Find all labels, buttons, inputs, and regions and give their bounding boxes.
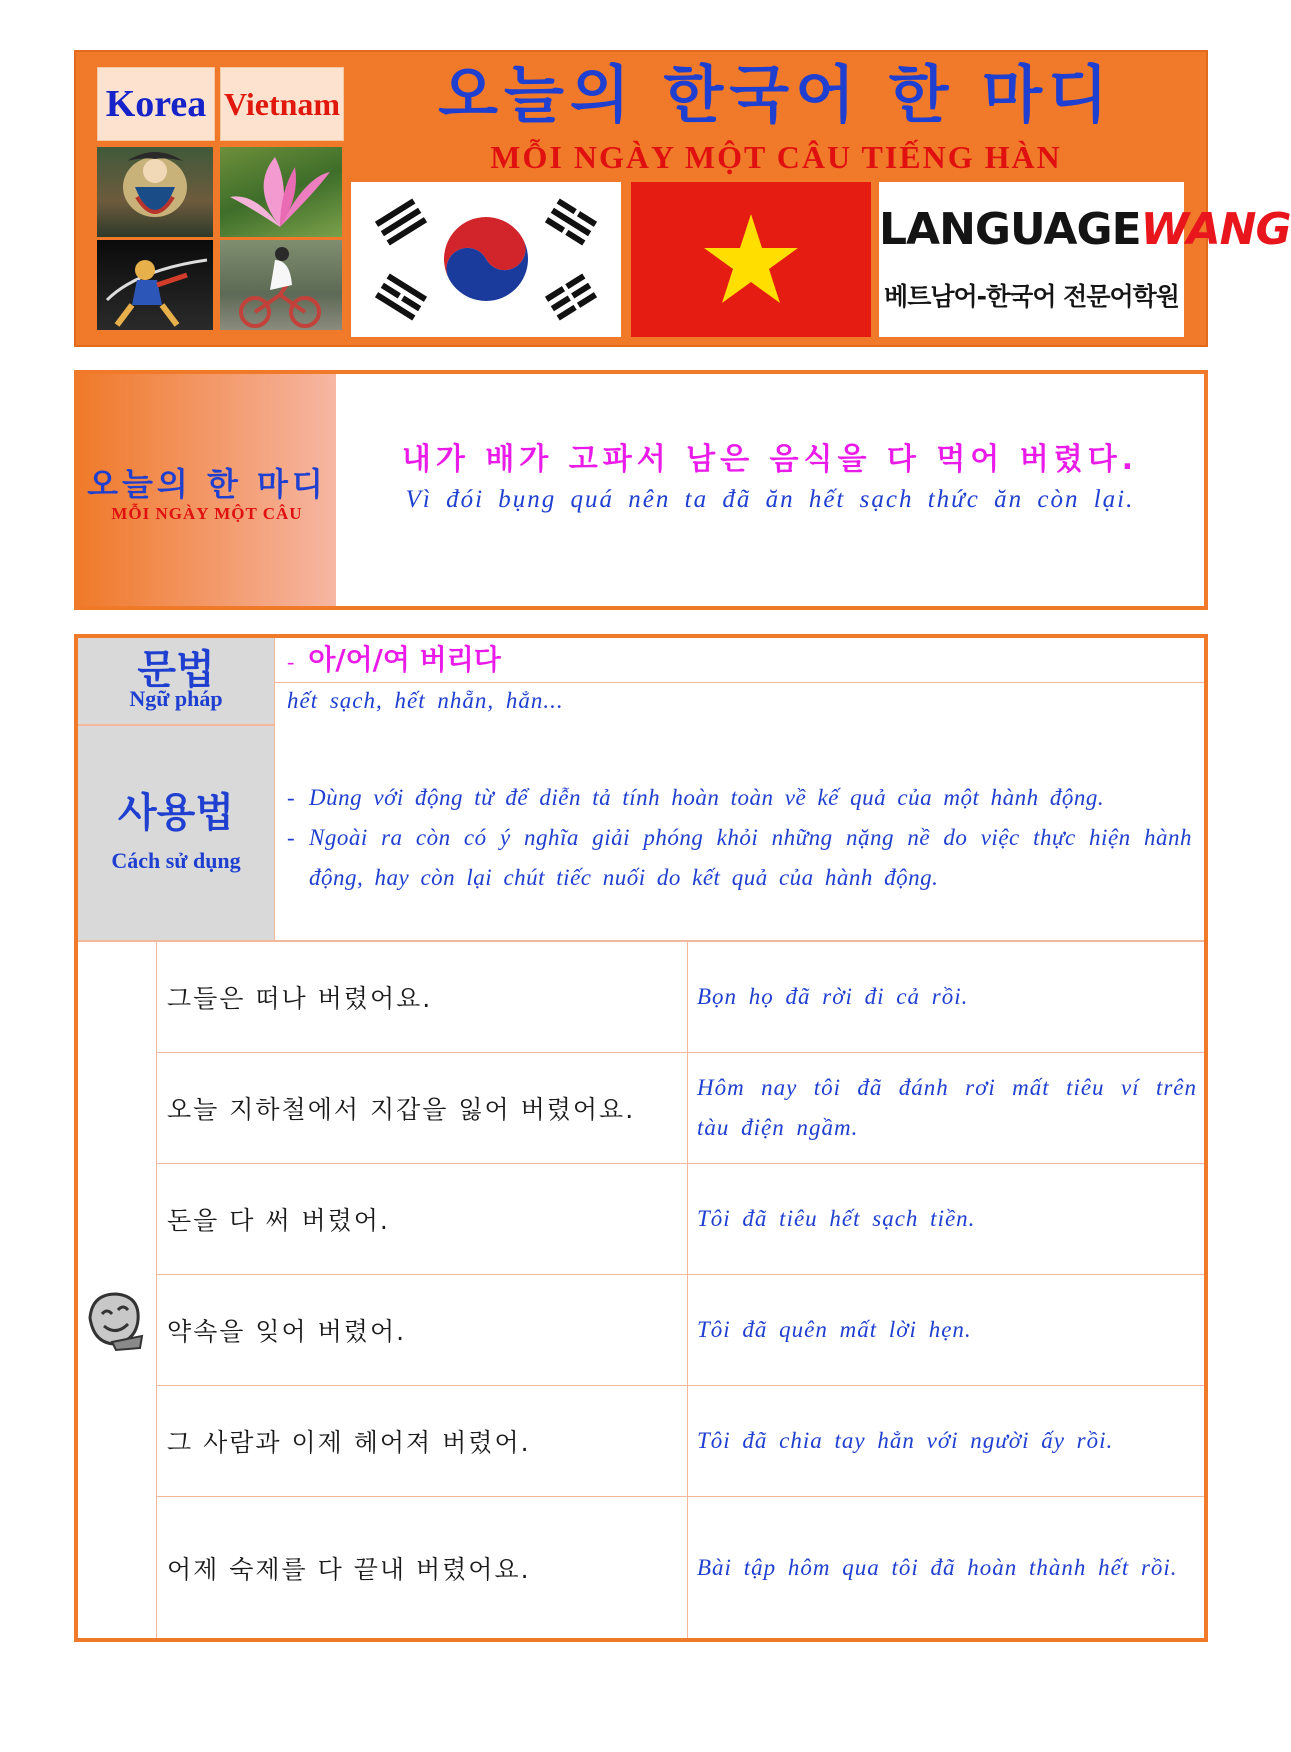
grammar-pattern-text: 아/어/여 버리다 xyxy=(308,643,501,676)
logo-wang-text: WANG xyxy=(1140,204,1291,255)
usage-label-ko: 사용법 xyxy=(118,790,234,836)
grammar-meaning: hết sạch, hết nhẵn, hẳn... xyxy=(287,688,564,713)
tag-korea: Korea xyxy=(97,67,215,141)
usage-list xyxy=(287,778,1192,898)
phrase-sentence-vi: Vì đói bụng quá nên ta đã ăn hết sạch thức ăn còn lại. xyxy=(405,486,1135,513)
grammar-pattern xyxy=(287,638,501,678)
example-icon-column xyxy=(78,942,157,1638)
tag-vietnam: Vietnam xyxy=(220,67,344,141)
phrase-side-panel xyxy=(78,374,336,606)
column-divider xyxy=(687,1275,688,1385)
header-banner xyxy=(74,50,1291,347)
photo-girl-bicycle xyxy=(220,240,342,330)
phrase-side-title-vi: MỖI NGÀY MỘT CÂU xyxy=(111,504,303,523)
example-ko: 그 사람과 이제 헤어져 버렸어. xyxy=(167,1428,531,1457)
grammar-dash: - xyxy=(287,649,295,674)
example-row xyxy=(157,1053,1204,1164)
example-vi: Hôm nay tôi đã đánh rơi mất tiêu ví trên tàu điện ngầm. xyxy=(697,1075,1197,1140)
column-divider xyxy=(687,1164,688,1274)
logo-subtitle: 베트남어-한국어 전문어학원 xyxy=(884,282,1179,311)
example-ko: 그들은 떠나 버렸어요. xyxy=(167,984,433,1013)
column-divider xyxy=(687,1053,688,1163)
usage-dash: - xyxy=(287,785,296,810)
grammar-label-vi: Ngữ pháp xyxy=(129,686,223,711)
title-korean: 오늘의 한국어 한 마디 xyxy=(438,58,1114,131)
example-row xyxy=(157,1497,1204,1638)
title-vietnamese: MỖI NGÀY MỘT CÂU TIẾNG HÀN xyxy=(490,139,1062,175)
example-vi: Tôi đã quên mất lời hẹn. xyxy=(697,1317,972,1342)
example-vi: Bọn họ đã rời đi cả rồi. xyxy=(697,984,969,1009)
phrase-sentence-ko: 내가 배가 고파서 남은 음식을 다 먹어 버렸다. xyxy=(401,442,1139,477)
column-divider xyxy=(687,1386,688,1496)
example-row xyxy=(157,1275,1204,1386)
example-vi: Tôi đã chia tay hẳn với người ấy rồi. xyxy=(697,1428,1114,1453)
usage-label-cell xyxy=(78,726,275,940)
column-divider xyxy=(687,1497,688,1638)
photo-lotus-flower xyxy=(220,147,342,237)
vietnam-flag-icon xyxy=(631,182,871,337)
grammar-label-cell xyxy=(78,638,275,726)
grammar-label-ko: 문법 xyxy=(137,647,215,693)
usage-label-vi: Cách sử dụng xyxy=(111,848,241,873)
example-row xyxy=(157,1386,1204,1497)
example-ko: 돈을 다 써 버렸어. xyxy=(167,1206,390,1235)
photo-korean-dancer xyxy=(97,147,213,237)
smiling-face-icon xyxy=(82,1288,148,1354)
language-wang-logo xyxy=(879,182,1291,337)
example-row xyxy=(157,942,1204,1053)
photo-monkey-king xyxy=(97,240,213,330)
example-vi: Tôi đã tiêu hết sạch tiền. xyxy=(697,1206,976,1231)
column-divider xyxy=(687,942,688,1052)
korean-flag-icon xyxy=(351,182,621,337)
usage-dash: - xyxy=(287,825,296,850)
phrase-of-the-day xyxy=(74,370,1208,610)
phrase-side-title-ko: 오늘의 한 마디 xyxy=(87,465,327,503)
example-ko: 오늘 지하철에서 지갑을 잃어 버렸어요. xyxy=(167,1095,636,1124)
example-ko: 약속을 잊어 버렸어. xyxy=(167,1317,407,1346)
logo-language-text: LANGUAGE xyxy=(879,204,1141,255)
usage-item xyxy=(287,778,1192,818)
example-ko: 어제 숙제를 다 끝내 버렸어요. xyxy=(167,1554,531,1584)
usage-text: Ngoài ra còn có ý nghĩa giải phóng khỏi những nặng nề do việc thực hiện hành động, hay còn lại chút tiếc nuối do kết quả của hành động. xyxy=(309,825,1192,890)
example-row xyxy=(157,1164,1204,1275)
example-vi: Bài tập hôm qua tôi đã hoàn thành hết rồi. xyxy=(697,1554,1178,1580)
grammar-pattern-row xyxy=(275,638,1204,683)
usage-text: Dùng với động từ để diễn tả tính hoàn toàn về kế quả của một hành động. xyxy=(309,785,1105,810)
grammar-table xyxy=(74,634,1208,1642)
usage-item xyxy=(287,818,1192,898)
